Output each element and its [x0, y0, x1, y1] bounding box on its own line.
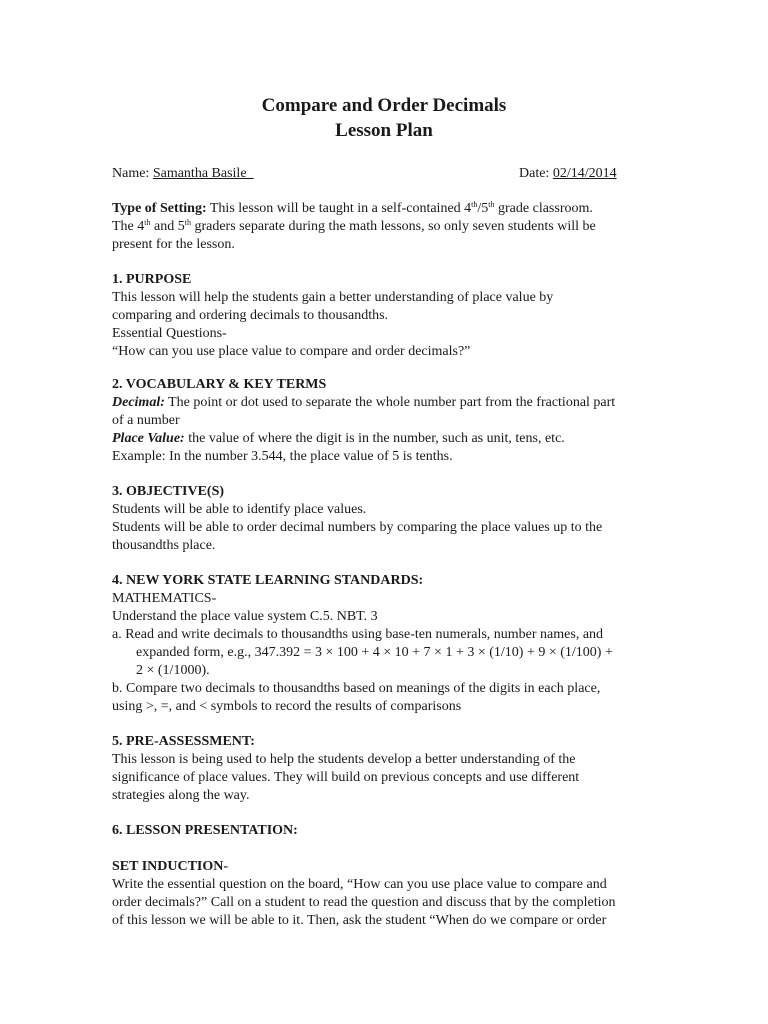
vocab-term-decimal: Decimal: [112, 395, 165, 410]
objectives-line-2: Students will be able to order decimal numbers by comparing the place values up to the [112, 520, 603, 535]
preassessment-line-1: This lesson is being used to help the students develop a better understanding of the [112, 752, 576, 767]
set-induction-line-3: of this lesson we will be able to it. Then, ask the student “When do we compare or order [112, 913, 607, 928]
standards-line-2: Understand the place value system C.5. NBT. 3 [112, 609, 378, 624]
vocab-decimal-line-2: of a number [112, 413, 180, 428]
purpose-line-4: “How can you use place value to compare and order decimals?” [112, 344, 471, 359]
standards-line-3: a. Read and write decimals to thousandths using base-ten numerals, number names, and [112, 627, 604, 642]
date-label: Date: [519, 166, 550, 181]
document-subtitle: Lesson Plan [335, 120, 433, 141]
vocab-place-value-line: Place Value: the value of where the digit is in the number, such as unit, tens, etc. [112, 431, 565, 446]
vocab-term-place-value: Place Value: [112, 431, 185, 446]
name-value: Samantha Basile_ [152, 166, 254, 181]
set-induction-heading: SET INDUCTION- [112, 859, 229, 874]
set-induction-line-1: Write the essential question on the board, “How can you use place value to compare and [112, 877, 607, 892]
name-label: Name: [112, 166, 150, 181]
vocab-heading: 2. VOCABULARY & KEY TERMS [112, 377, 327, 392]
purpose-line-3: Essential Questions- [112, 326, 227, 341]
standards-line-1: MATHEMATICS- [112, 591, 217, 606]
setting-label: Type of Setting: [112, 201, 207, 216]
purpose-heading: 1. PURPOSE [112, 272, 192, 287]
date-value: 02/14/2014 [552, 166, 617, 181]
standards-line-4: expanded form, e.g., 347.392 = 3 × 100 + 4 × 10 + 7 × 1 + 3 × (1/10) + 9 × (1/100) + [136, 645, 613, 660]
standards-line-7: using >, =, and < symbols to record the results of comparisons [112, 699, 462, 714]
objectives-line-3: thousandths place. [112, 538, 216, 553]
preassessment-heading: 5. PRE-ASSESSMENT: [112, 734, 255, 749]
preassessment-line-2: significance of place values. They will build on previous concepts and use different [112, 770, 580, 785]
date-row [519, 165, 617, 183]
document-title: Compare and Order Decimals [261, 95, 507, 116]
standards-line-5: 2 × (1/1000). [136, 663, 210, 678]
setting-line-1: Type of Setting: This lesson will be taught in a self-contained 4th/5th grade classroom. [112, 200, 593, 216]
presentation-heading: 6. LESSON PRESENTATION: [112, 823, 298, 838]
setting-line-3: present for the lesson. [112, 237, 235, 252]
name-row [112, 165, 254, 183]
standards-heading: 4. NEW YORK STATE LEARNING STANDARDS: [112, 573, 424, 588]
standards-line-6: b. Compare two decimals to thousandths based on meanings of the digits in each place, [112, 681, 601, 696]
preassessment-line-3: strategies along the way. [112, 788, 250, 803]
objectives-line-1: Students will be able to identify place values. [112, 502, 367, 517]
vocab-decimal-line: Decimal: The point or dot used to separate the whole number part from the fractional part [112, 395, 616, 410]
set-induction-line-2: order decimals?” Call on a student to read the question and discuss that by the completion [112, 895, 616, 910]
vocab-example: Example: In the number 3.544, the place value of 5 is tenths. [112, 449, 453, 464]
setting-line-2: The 4th and 5th graders separate during the math lessons, so only seven students will be [112, 218, 596, 234]
objectives-heading: 3. OBJECTIVE(S) [112, 484, 225, 499]
purpose-line-2: comparing and ordering decimals to thousandths. [112, 308, 389, 323]
purpose-line-1: This lesson will help the students gain a better understanding of place value by [112, 290, 554, 305]
